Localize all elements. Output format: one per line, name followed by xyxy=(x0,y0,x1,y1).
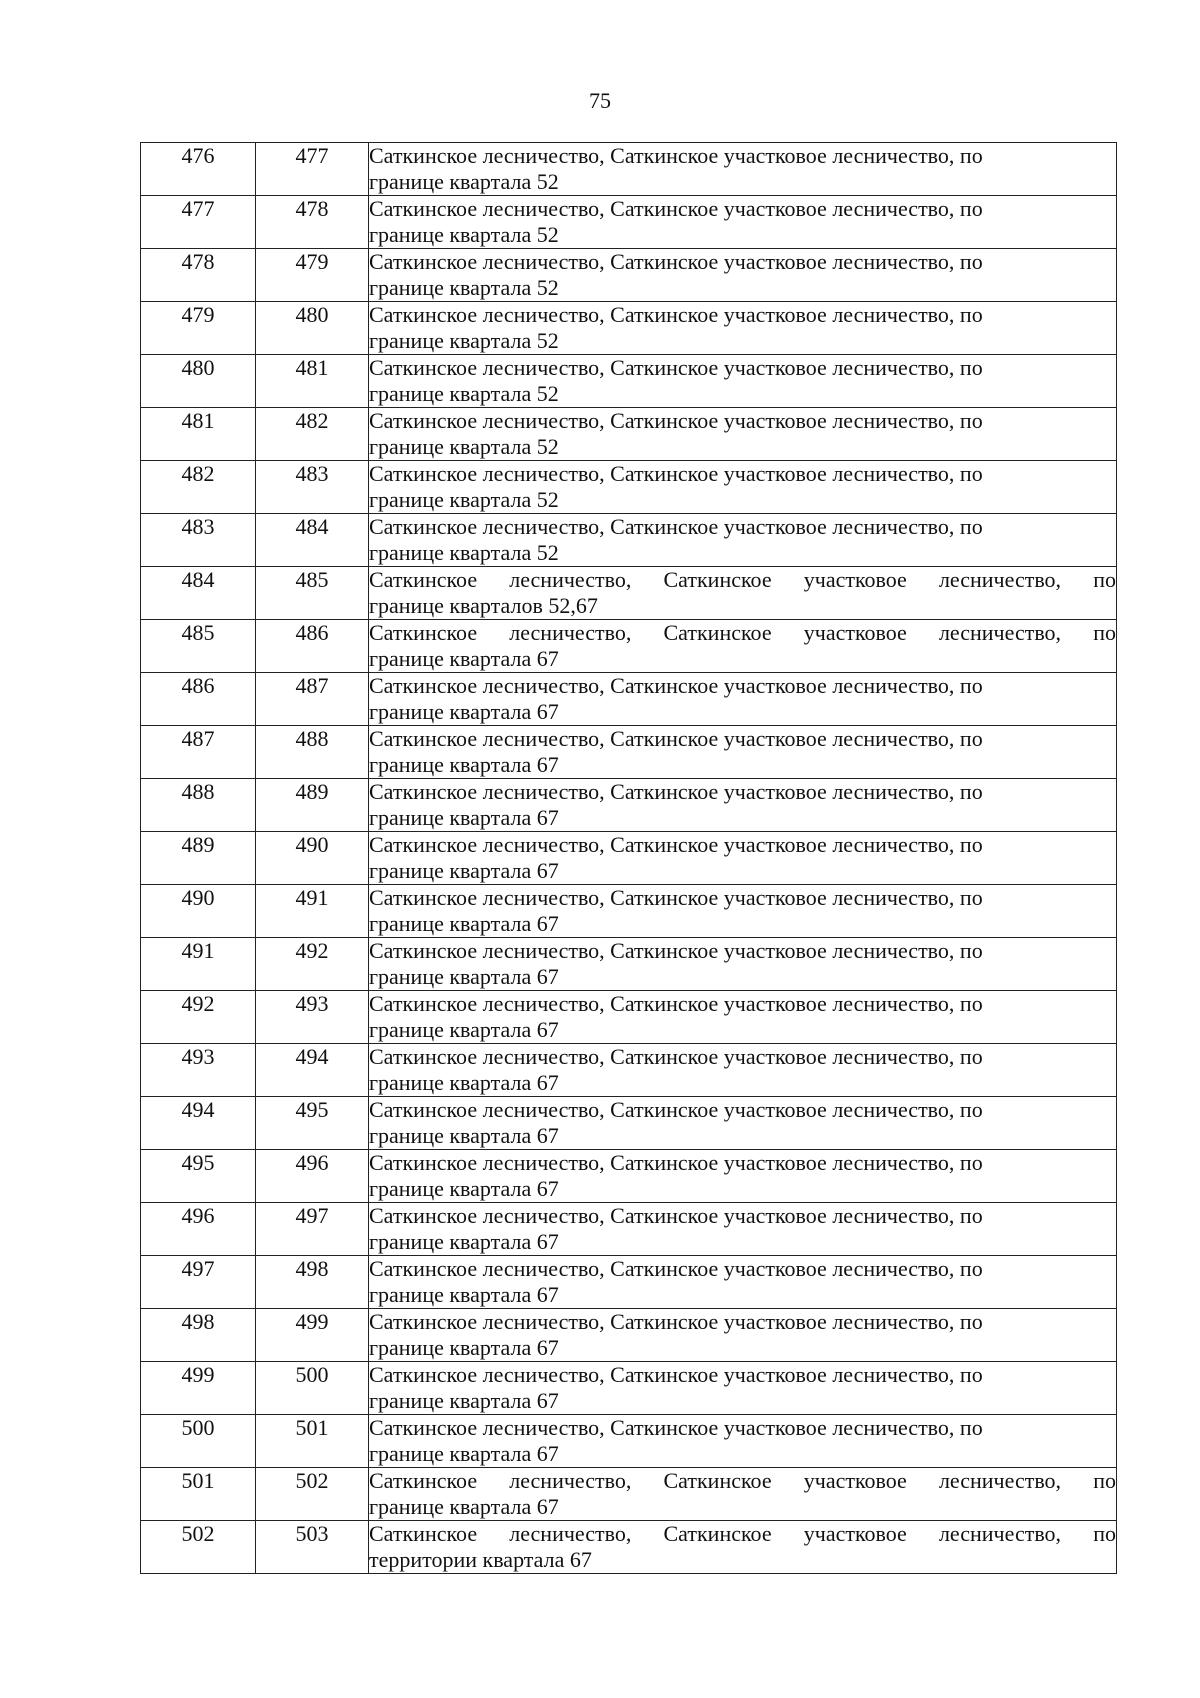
description-line-2: границе квартала 67 xyxy=(369,1282,559,1307)
description-line-2: границе квартала 67 xyxy=(369,1494,559,1519)
boundary-description-cell xyxy=(369,779,1117,832)
table-row xyxy=(141,1044,1117,1097)
description-line-2: границе квартала 52 xyxy=(369,434,559,459)
point-to-cell: 481 xyxy=(256,355,369,408)
point-from-cell: 491 xyxy=(141,938,256,991)
point-from-cell: 493 xyxy=(141,1044,256,1097)
boundary-description-cell xyxy=(369,1468,1117,1521)
table-row xyxy=(141,1203,1117,1256)
point-from-cell: 483 xyxy=(141,514,256,567)
point-to-cell: 484 xyxy=(256,514,369,567)
point-to-cell: 486 xyxy=(256,620,369,673)
boundary-description-cell xyxy=(369,832,1117,885)
description-line-2: границе квартала 67 xyxy=(369,1441,559,1466)
boundary-description-cell xyxy=(369,249,1117,302)
table-row xyxy=(141,302,1117,355)
description-line-2: границе квартала 67 xyxy=(369,646,559,671)
boundary-description-cell xyxy=(369,726,1117,779)
point-from-cell: 487 xyxy=(141,726,256,779)
description-line-1: Саткинское лесничество, Саткинское участковое лесничество, по xyxy=(369,461,983,486)
table-row xyxy=(141,726,1117,779)
table-row xyxy=(141,1150,1117,1203)
description-line-1: Саткинское лесничество, Саткинское участковое лесничество, по xyxy=(369,1362,983,1387)
table-row xyxy=(141,620,1117,673)
description-line-1: Саткинское лесничество, Саткинское участковое лесничество, по xyxy=(369,832,983,857)
table-row xyxy=(141,832,1117,885)
description-line-2: границе квартала 67 xyxy=(369,1123,559,1148)
description-line-1: Саткинское лесничество, Саткинское участковое лесничество, по xyxy=(369,1521,1116,1546)
table-row xyxy=(141,143,1117,196)
point-to-cell: 493 xyxy=(256,991,369,1044)
description-line-1: Саткинское лесничество, Саткинское участковое лесничество, по xyxy=(369,673,983,698)
table-row xyxy=(141,1468,1117,1521)
description-line-1: Саткинское лесничество, Саткинское участковое лесничество, по xyxy=(369,620,1116,645)
boundary-description-cell xyxy=(369,302,1117,355)
point-to-cell: 499 xyxy=(256,1309,369,1362)
point-from-cell: 480 xyxy=(141,355,256,408)
point-to-cell: 497 xyxy=(256,1203,369,1256)
boundary-description-cell xyxy=(369,461,1117,514)
point-to-cell: 483 xyxy=(256,461,369,514)
description-line-1: Саткинское лесничество, Саткинское участковое лесничество, по xyxy=(369,1415,983,1440)
point-from-cell: 495 xyxy=(141,1150,256,1203)
description-line-2: границе квартала 67 xyxy=(369,1335,559,1360)
point-to-cell: 491 xyxy=(256,885,369,938)
description-line-1: Саткинское лесничество, Саткинское участковое лесничество, по xyxy=(369,408,983,433)
description-line-1: Саткинское лесничество, Саткинское участковое лесничество, по xyxy=(369,1150,983,1175)
point-to-cell: 494 xyxy=(256,1044,369,1097)
description-line-2: границе квартала 67 xyxy=(369,911,559,936)
point-from-cell: 498 xyxy=(141,1309,256,1362)
table-row xyxy=(141,1362,1117,1415)
point-to-cell: 495 xyxy=(256,1097,369,1150)
point-from-cell: 484 xyxy=(141,567,256,620)
boundary-description-cell xyxy=(369,408,1117,461)
boundary-description-cell xyxy=(369,1362,1117,1415)
description-line-2: границе кварталов 52,67 xyxy=(369,593,598,618)
point-from-cell: 490 xyxy=(141,885,256,938)
point-to-cell: 500 xyxy=(256,1362,369,1415)
point-to-cell: 487 xyxy=(256,673,369,726)
table-row xyxy=(141,991,1117,1044)
description-line-1: Саткинское лесничество, Саткинское участковое лесничество, по xyxy=(369,938,983,963)
description-line-1: Саткинское лесничество, Саткинское участковое лесничество, по xyxy=(369,1468,1116,1493)
point-from-cell: 486 xyxy=(141,673,256,726)
boundary-description-cell xyxy=(369,1150,1117,1203)
point-to-cell: 503 xyxy=(256,1521,369,1574)
description-line-2: границе квартала 67 xyxy=(369,1176,559,1201)
table-row xyxy=(141,355,1117,408)
boundary-description-cell xyxy=(369,1521,1117,1574)
point-from-cell: 500 xyxy=(141,1415,256,1468)
boundary-description-cell xyxy=(369,196,1117,249)
description-line-2: границе квартала 52 xyxy=(369,169,559,194)
table-row xyxy=(141,461,1117,514)
boundary-description-cell xyxy=(369,355,1117,408)
point-from-cell: 485 xyxy=(141,620,256,673)
boundary-description-cell xyxy=(369,143,1117,196)
boundary-description-cell xyxy=(369,1415,1117,1468)
point-from-cell: 502 xyxy=(141,1521,256,1574)
boundary-description-cell xyxy=(369,1309,1117,1362)
point-to-cell: 482 xyxy=(256,408,369,461)
point-from-cell: 477 xyxy=(141,196,256,249)
point-to-cell: 496 xyxy=(256,1150,369,1203)
table-row xyxy=(141,673,1117,726)
description-line-2: границе квартала 67 xyxy=(369,1229,559,1254)
table-row xyxy=(141,938,1117,991)
description-line-2: границе квартала 52 xyxy=(369,328,559,353)
description-line-1: Саткинское лесничество, Саткинское участковое лесничество, по xyxy=(369,196,983,221)
description-line-2: границе квартала 67 xyxy=(369,699,559,724)
point-from-cell: 492 xyxy=(141,991,256,1044)
description-line-1: Саткинское лесничество, Саткинское участковое лесничество, по xyxy=(369,355,983,380)
point-from-cell: 499 xyxy=(141,1362,256,1415)
description-line-2: границе квартала 67 xyxy=(369,805,559,830)
point-to-cell: 492 xyxy=(256,938,369,991)
table-row xyxy=(141,885,1117,938)
description-line-1: Саткинское лесничество, Саткинское участковое лесничество, по xyxy=(369,991,983,1016)
point-from-cell: 496 xyxy=(141,1203,256,1256)
description-line-1: Саткинское лесничество, Саткинское участковое лесничество, по xyxy=(369,249,983,274)
description-line-2: границе квартала 67 xyxy=(369,858,559,883)
description-line-2: территории квартала 67 xyxy=(369,1547,592,1572)
description-line-2: границе квартала 67 xyxy=(369,1017,559,1042)
description-line-1: Саткинское лесничество, Саткинское участковое лесничество, по xyxy=(369,726,983,751)
boundary-description-cell xyxy=(369,1097,1117,1150)
point-to-cell: 479 xyxy=(256,249,369,302)
point-to-cell: 485 xyxy=(256,567,369,620)
table-row xyxy=(141,779,1117,832)
description-line-1: Саткинское лесничество, Саткинское участковое лесничество, по xyxy=(369,1097,983,1122)
table-row xyxy=(141,567,1117,620)
description-line-2: границе квартала 67 xyxy=(369,1070,559,1095)
point-to-cell: 477 xyxy=(256,143,369,196)
description-line-1: Саткинское лесничество, Саткинское участковое лесничество, по xyxy=(369,143,983,168)
description-line-2: границе квартала 52 xyxy=(369,487,559,512)
description-line-1: Саткинское лесничество, Саткинское участковое лесничество, по xyxy=(369,1203,983,1228)
boundary-description-cell xyxy=(369,514,1117,567)
boundary-description-cell xyxy=(369,885,1117,938)
boundary-description-cell xyxy=(369,1203,1117,1256)
point-from-cell: 478 xyxy=(141,249,256,302)
point-from-cell: 476 xyxy=(141,143,256,196)
boundary-description-cell xyxy=(369,620,1117,673)
description-line-1: Саткинское лесничество, Саткинское участковое лесничество, по xyxy=(369,1044,983,1069)
table-row xyxy=(141,196,1117,249)
boundary-description-cell xyxy=(369,938,1117,991)
point-to-cell: 502 xyxy=(256,1468,369,1521)
description-line-1: Саткинское лесничество, Саткинское участковое лесничество, по xyxy=(369,567,1116,592)
page-number: 75 xyxy=(589,88,611,113)
table-row xyxy=(141,1521,1117,1574)
point-to-cell: 478 xyxy=(256,196,369,249)
point-from-cell: 481 xyxy=(141,408,256,461)
description-line-2: границе квартала 67 xyxy=(369,964,559,989)
point-from-cell: 501 xyxy=(141,1468,256,1521)
description-line-2: границе квартала 67 xyxy=(369,1388,559,1413)
table-row xyxy=(141,1097,1117,1150)
boundary-description-cell xyxy=(369,567,1117,620)
table-row xyxy=(141,249,1117,302)
description-line-2: границе квартала 67 xyxy=(369,752,559,777)
description-line-1: Саткинское лесничество, Саткинское участковое лесничество, по xyxy=(369,885,983,910)
point-from-cell: 488 xyxy=(141,779,256,832)
table-row xyxy=(141,514,1117,567)
description-line-1: Саткинское лесничество, Саткинское участковое лесничество, по xyxy=(369,1309,983,1334)
description-line-2: границе квартала 52 xyxy=(369,540,559,565)
description-line-1: Саткинское лесничество, Саткинское участковое лесничество, по xyxy=(369,302,983,327)
point-to-cell: 501 xyxy=(256,1415,369,1468)
description-line-2: границе квартала 52 xyxy=(369,222,559,247)
boundary-description-cell xyxy=(369,673,1117,726)
point-to-cell: 498 xyxy=(256,1256,369,1309)
table-row xyxy=(141,1256,1117,1309)
table-row xyxy=(141,408,1117,461)
description-line-1: Саткинское лесничество, Саткинское участковое лесничество, по xyxy=(369,514,983,539)
point-from-cell: 489 xyxy=(141,832,256,885)
point-to-cell: 480 xyxy=(256,302,369,355)
point-from-cell: 494 xyxy=(141,1097,256,1150)
table-body xyxy=(141,143,1117,1574)
point-from-cell: 482 xyxy=(141,461,256,514)
table-row xyxy=(141,1415,1117,1468)
description-line-1: Саткинское лесничество, Саткинское участковое лесничество, по xyxy=(369,1256,983,1281)
point-to-cell: 488 xyxy=(256,726,369,779)
boundary-description-cell xyxy=(369,1044,1117,1097)
description-line-2: границе квартала 52 xyxy=(369,381,559,406)
point-from-cell: 497 xyxy=(141,1256,256,1309)
description-line-2: границе квартала 52 xyxy=(369,275,559,300)
point-to-cell: 490 xyxy=(256,832,369,885)
table-row xyxy=(141,1309,1117,1362)
point-from-cell: 479 xyxy=(141,302,256,355)
boundary-description-cell xyxy=(369,1256,1117,1309)
boundary-table xyxy=(140,142,1117,1574)
point-to-cell: 489 xyxy=(256,779,369,832)
description-line-1: Саткинское лесничество, Саткинское участковое лесничество, по xyxy=(369,779,983,804)
boundary-description-cell xyxy=(369,991,1117,1044)
